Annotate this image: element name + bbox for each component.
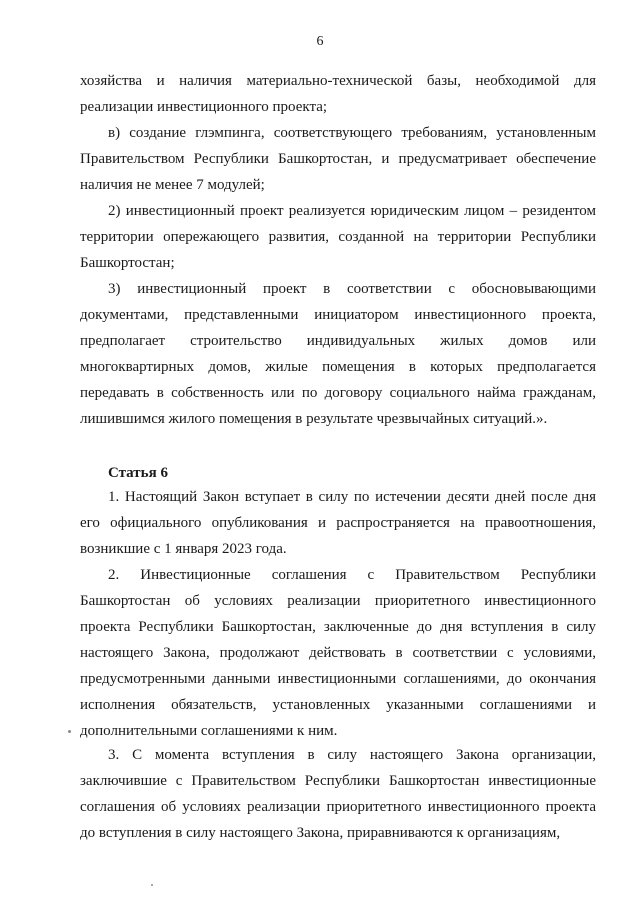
paragraph-subitem-v: в) создание глэмпинга, соответствующего требованиям, установленным Правительством Республики Башкортостан, и предусматривает обеспечение наличия не менее 7 модулей;	[80, 125, 596, 193]
article-item-3: 3. С момента вступления в силу настоящего Закона организации, заключившие с Правительством Республики Башкортостан инвестиционные соглашения об условиях реализации приоритетного инвестиционного проекта до вступления в силу настоящего Закона, приравниваются к организациям,	[80, 747, 596, 841]
paragraph-continuation: хозяйства и наличия материально-технической базы, необходимой для реализации инвестиционного проекта;	[80, 73, 596, 115]
page-number: 6	[316, 34, 324, 49]
scan-speck	[151, 884, 153, 886]
article-heading: Статья 6	[108, 465, 168, 481]
article-item-1: 1. Настоящий Закон вступает в силу по истечении десяти дней после дня его официального опубликования и распространяется на правоотношения, возникшие с 1 января 2023 года.	[80, 489, 596, 557]
article-item-2: 2. Инвестиционные соглашения с Правительством Республики Башкортостан об условиях реализации приоритетного инвестиционного проекта Республики Башкортостан, заключенные до дня вступления в силу настоящего Закона, продолжают действовать в соответствии с условиями, предусмотренными данными инвестиционными соглашениями, до окончания исполнения обязательств, установленных указанными соглашениями и дополнительными соглашениями к ним.	[80, 567, 596, 739]
paragraph-item-2: 2) инвестиционный проект реализуется юридическим лицом – резидентом территории опережающего развития, созданной на территории Республики Башкортостан;	[80, 203, 596, 271]
paragraph-item-3: 3) инвестиционный проект в соответствии с обосновывающими документами, представленными инициатором инвестиционного проекта, предполагает строительство индивидуальных жилых домов или многоквартирных домов, жилые помещения в которых предполагается передавать в собственность или по договору социального найма гражданам, лишившимся жилого помещения в результате чрезвычайных ситуаций.».	[80, 281, 596, 427]
scan-speck	[68, 730, 71, 733]
